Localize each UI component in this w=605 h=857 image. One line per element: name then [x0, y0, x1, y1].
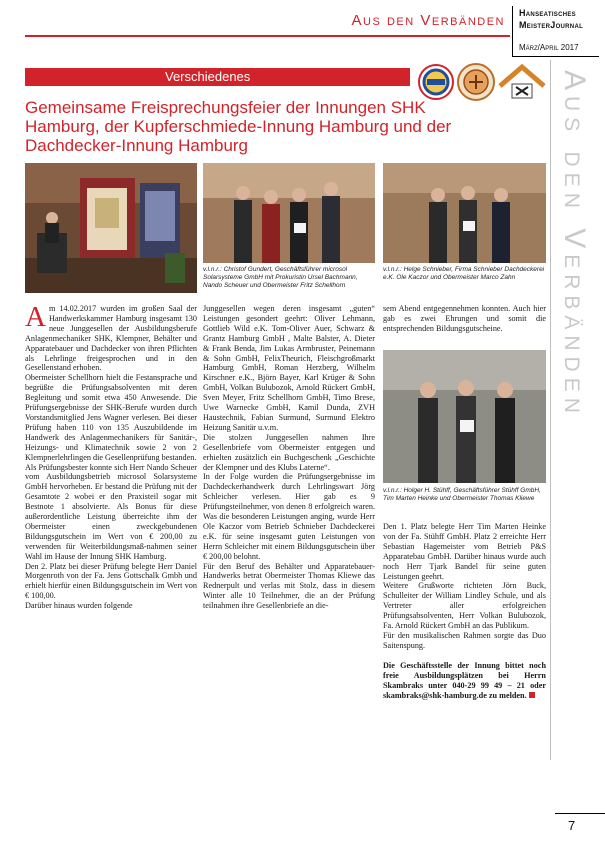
- dachdecker-logo-icon: [498, 66, 546, 102]
- category-band: [25, 68, 410, 86]
- shk-logo-icon: [419, 65, 453, 99]
- article-column-2: [203, 304, 375, 611]
- col3-paragraph: Für den musikalischen Rahmen sorgte das Duo Saitenspung.: [383, 630, 546, 650]
- side-label-text: Aus den Verbänden: [558, 70, 591, 419]
- col1-paragraph: Den 2. Platz bei dieser Prüfung belegte Herr Daniel Morgenroth von der Fa. Jens Gottschalk Gmbh und erhielt hierfür einen Bildungsgutschein im Wert von € 100,00.: [25, 561, 197, 601]
- right-margin-rule: [550, 60, 551, 760]
- photo2-caption: v.l.n.r.: Christof Gundert, Geschäftsführer microsol Solarsysteme GmbH mit Prokuristin Ursel Bachmann, Nando Scheuer und Obermeister Fritz Schellhorn: [203, 266, 358, 289]
- end-mark-icon: [529, 692, 535, 698]
- page-number-rule: [555, 813, 605, 814]
- col1-paragraph: Obermeister Schellhorn hielt die Festansprache und begrüßte die Prüfungsabsolventen mit deren Begleitung und somit etwa 450 Anwesende. Die Prüfungsergebnisse der SHK-Berufe wurden durch Vorstandsmitglied Jens Wagner verlesen. Bei dieser Prüfung haben 110 von 135 Auszubildende im Handwerk des Anlagenmechanikers für Sanitär-, Heizungs- und Klimatechnik sowie 2 von 2 Klempnerlehrlingen die Gesellenprüfung bestanden.: [25, 373, 197, 462]
- issue-date: März/April 2017: [519, 43, 579, 52]
- col3-contact-note: Die Geschäftsstelle der Innung bittet noch freie Ausbildungsplätzen bei Herrn Skambraks unter 040-29 99 49 – 21 oder skambraks@shk-hamburg.de zu melden.: [383, 660, 546, 700]
- col1-paragraph: Als Prüfungsbester konnte sich Herr Nando Scheuer vom Ausbildungsbetrieb microsol Solarsysteme GmbH hervorheben. Er bestand die Prüfung mit der Gesamtote 2 wobei er den Praxisteil sogar mit Bestnote 1 absolvierte. Als Bonus für diese außerordentliche Leistung überreichte ihm der Obermeister einen zweckgebundenen Bildungsgutschein im Wert von € 200,00 zu verwenden für Weiterbildungsmaß-nahmen seiner Wahl im Hause der Innung SHK Hamburg.: [25, 462, 197, 561]
- header-rule: [25, 35, 510, 37]
- col1-paragraph: m 14.02.2017 wurden im großen Saal der Handwerkskammer Hamburg insgesamt 130 neue Junggesellen der Ausbildungsberufe Anlagenmechaniker SHK, Klempner, Behälter und Apparatebauer und Dachdecker von ihren Pflichten als Lehrlinge freigesprochen und in den Gesellenstand erhoben.: [25, 304, 197, 373]
- col2-paragraph: Für den Beruf des Behälter und Apparatebauer-Handwerks betrat Obermeister Thomas Kliewe das Rednerpult und verlas mit Stolz, dass in diesem Winter alle 10 Teilnehmer, die an der Prüfung teilnahmen ihre Gesellenbriefe an die-: [203, 561, 375, 611]
- article-column-3-top: [383, 304, 546, 334]
- article-column-3: [383, 522, 546, 700]
- journal-name-line2: MeisterJournal: [519, 20, 584, 30]
- col1-paragraph: Darüber hinaus wurden folgende: [25, 601, 133, 611]
- page-number: 7: [568, 818, 576, 833]
- article-headline: Gemeinsame Freisprechungsfeier der Innungen SHK Hamburg, der Kupferschmiede-Innung Hamburg und der Dachdecker-Innung Hamburg: [25, 98, 452, 155]
- col2-paragraph: Die stolzen Junggesellen nahmen Ihre Gesellenbriefe vom Obermeister entgegen und erhielten zusätzlich ein Buchgeschenk „Geschichte der Klempner und des Klubs Laterne“.: [203, 432, 375, 472]
- category-label: Verschiedenes: [165, 69, 251, 84]
- col3-paragraph: Weitere Grußworte richteten Jörn Buck, Schulleiter der William Lindley Schule, und als Vertreter aller erfolgreichen Prüfungsabsolventen, Herr Volkan Bulubozok, Fa. Arnold Rückert GmbH an das Publikum.: [383, 581, 546, 631]
- col3-paragraph: sem Abend entgegennehmen konnten. Auch hier gab es zwei Ehrungen und somit die entsprechenden Bildungsgutscheine.: [383, 304, 546, 333]
- kupferschmiede-logo-icon: [458, 64, 494, 100]
- side-label: [553, 70, 603, 600]
- col2-paragraph: In der Folge wurden die Prüfungsergebnisse im Dachdeckerhandwerk durch Lehrlingswart Jörg Schleicher verlesen. Hier gab es 9 Prüfungsteilnehmer, von denen 8 erfolgreich waren. Was die besonderen Leistungen anging, wurde Herr Ole Kaczor vom Betrieb Schnieber Dachdeckerei e.K. für seine insgesamt guten Leistungen von Herrn Schleicher mit einem Bildungsgutschein über € 200,00 belohnt.: [203, 472, 375, 561]
- photo-award-schnieber: [383, 163, 546, 263]
- photo4-caption: v.l.n.r.: Holger H. Stühff, Geschäftsführer Stühff GmbH, Tim Marten Heinke und Obermeister Thomas Kliewe: [383, 487, 541, 502]
- photo-award-stuehff: [383, 350, 546, 483]
- photo-ceremony-stage: [25, 163, 197, 293]
- photo3-caption: v.l.n.r.: Helge Schnieber, Firma Schnieber Dachdeckerei e.K. Ole Kaczor und Obermeister Marco Zahn: [383, 266, 545, 281]
- col2-paragraph: Junggesellen wegen deren insgesamt „guten“ Leistungen gesondert geehrt: Oliver Lehmann, Gottlieb Wild e.K. Tom-Oliver Auer, Schwarz & Grantz Hamburg GmbH , Malte Balster, A. Dieter & Frank Benda, Jim Lukas Armbruster, Peinemann & Sohn GmbH, FelixTheurich, Fleischgroßmarkt Hamburg GmbH, Roman Herzberg, Wilhelm Kirschner e.K., Björn Bayer, Karl Krüger & Sohn GmbH, Volkan Bulubozok, Arnold Rückert GmbH, Sven Meyer, Fritz Schellhorn GmbH, Timo Brese, Uwe Warnecke GmbH, Kamil Dunda, ZVH Haustechnik, Fabian Surmund, Surmund Elektro Heizung Sanitär u.v.m.: [203, 304, 375, 432]
- col3-paragraph: Den 1. Platz belegte Herr Tim Marten Heinke von der Fa. Stühff GmbH. Platz 2 erreichte Herr Sebastian Hagemeister vom Betrieb P&S Apparatebau GmbH. Darüber hinaus wurde auch noch Herr Tjark Bandel für seine guten Leistungen geehrt.: [383, 522, 546, 581]
- photo-award-microsol: [203, 163, 375, 263]
- journal-name-line1: Hanseatisches: [519, 8, 576, 18]
- dropcap: A: [25, 301, 46, 333]
- section-title: Aus den Verbänden: [351, 12, 505, 29]
- article-column-1: [25, 301, 197, 611]
